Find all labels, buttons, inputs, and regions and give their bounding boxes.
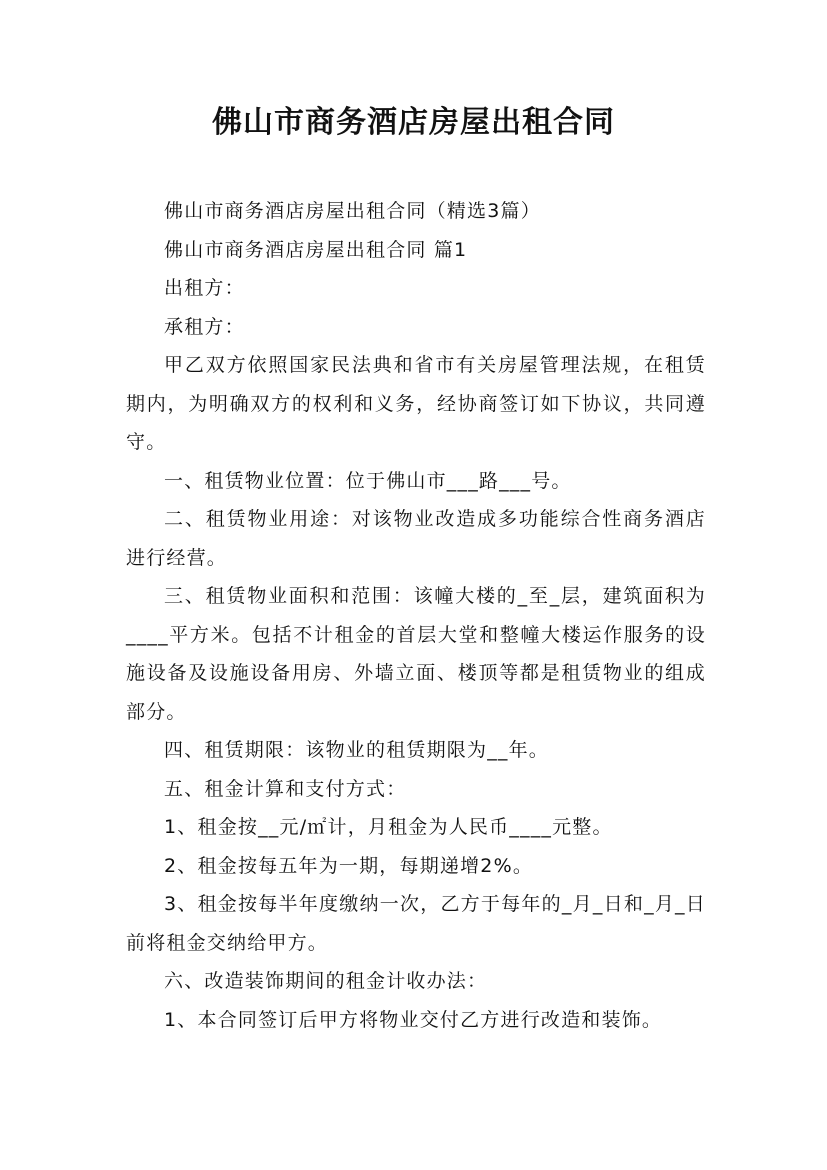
paragraph-clause-6-item-1: 1、本合同签订后甲方将物业交付乙方进行改造和装饰。: [164, 1008, 663, 1031]
paragraph-clause-6: 六、改造装饰期间的租金计收办法：: [164, 970, 488, 992]
paragraph-subtitle: 佛山市商务酒店房屋出租合同（精选3篇）: [164, 200, 541, 222]
paragraph-clause-3: 三、租赁物业面积和范围：该幢大楼的_至_层，建筑面积为____平方米。包括不计租金的首层大堂和整幢大楼运作服务的设施设备及设施设备用房、外墙立面、楼顶等都是租赁物业的组成部分。: [126, 585, 706, 723]
paragraph-lessee: 承租方：: [164, 315, 245, 338]
paragraph-preamble: 甲乙双方依照国家民法典和省市有关房屋管理法规，在租赁期内，为明确双方的权利和义务，经协商签订如下协议，共同遵守。: [126, 354, 706, 453]
document-title: 佛山市商务酒店房屋出租合同: [212, 105, 615, 140]
paragraph-clause-5: 五、租金计算和支付方式：: [164, 777, 407, 800]
paragraph-clause-5-item-3: 3、租金按每半年度缴纳一次，乙方于每年的_月_日和_月_日前将租金交纳给甲方。: [126, 893, 706, 954]
paragraph-clause-5-item-2: 2、租金按每五年为一期，每期递增2%。: [164, 854, 534, 877]
paragraph-clause-1: 一、租赁物业位置：位于佛山市___路___号。: [164, 469, 572, 492]
paragraph-clause-2: 二、租赁物业用途：对该物业改造成多功能综合性商务酒店进行经营。: [126, 508, 706, 569]
document-body: [126, 192, 706, 1039]
paragraph-clause-4: 四、租赁期限：该物业的租赁期限为__年。: [164, 739, 550, 761]
paragraph-lessor: 出租方：: [164, 277, 245, 299]
paragraph-section-heading: 佛山市商务酒店房屋出租合同 篇1: [164, 238, 468, 261]
paragraph-clause-5-item-1: 1、租金按__元/㎡计，月租金为人民币____元整。: [164, 816, 613, 838]
